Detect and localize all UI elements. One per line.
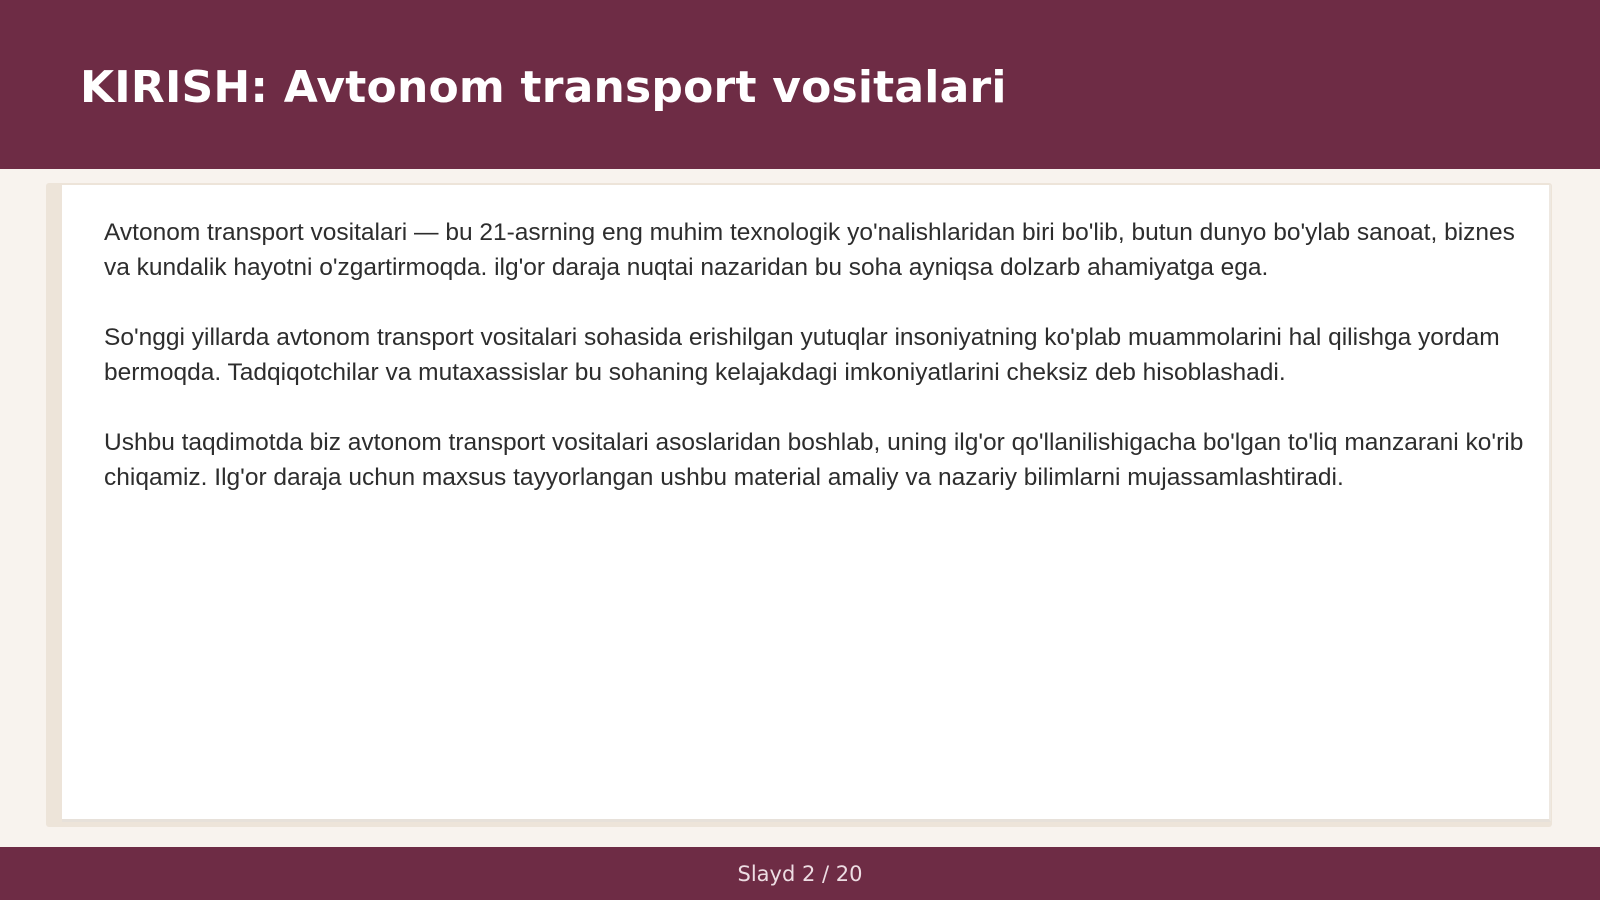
slide-title: KIRISH: Avtonom transport vositalari (80, 62, 1007, 113)
paragraph-overview: Ushbu taqdimotda biz avtonom transport vositalari asoslaridan boshlab, uning ilg'or qo'llanilishigacha bo'lgan to'liq manzarani ko'rib chiqamiz. Ilg'or daraja uchun maxsus tayyorlangan ushbu material amaliy va nazariy bilimlarni mujassamlashtiradi. (104, 429, 1524, 491)
slide-counter: Slayd 2 / 20 (737, 861, 863, 886)
paragraph-intro: Avtonom transport vositalari — bu 21-asrning eng muhim texnologik yo'nalishlaridan biri bo'lib, butun dunyo bo'ylab sanoat, biznes va kundalik hayotni o'zgartirmoqda. ilg'or daraja nuqtai nazaridan bu soha ayniqsa dolzarb ahamiyatga ega. (104, 219, 1515, 281)
slide-header (0, 0, 1600, 169)
paragraph-achievements: So'nggi yillarda avtonom transport vositalari sohasida erishilgan yutuqlar insoniyatning ko'plab muammolarini hal qilishga yordam bermoqda. Tadqiqotchilar va mutaxassislar bu sohaning kelajakdagi imkoniyatlarini cheksiz deb hisoblashadi. (104, 324, 1500, 386)
content-text-block (104, 215, 1534, 530)
content-card (62, 185, 1551, 822)
slide-footer (0, 847, 1600, 900)
